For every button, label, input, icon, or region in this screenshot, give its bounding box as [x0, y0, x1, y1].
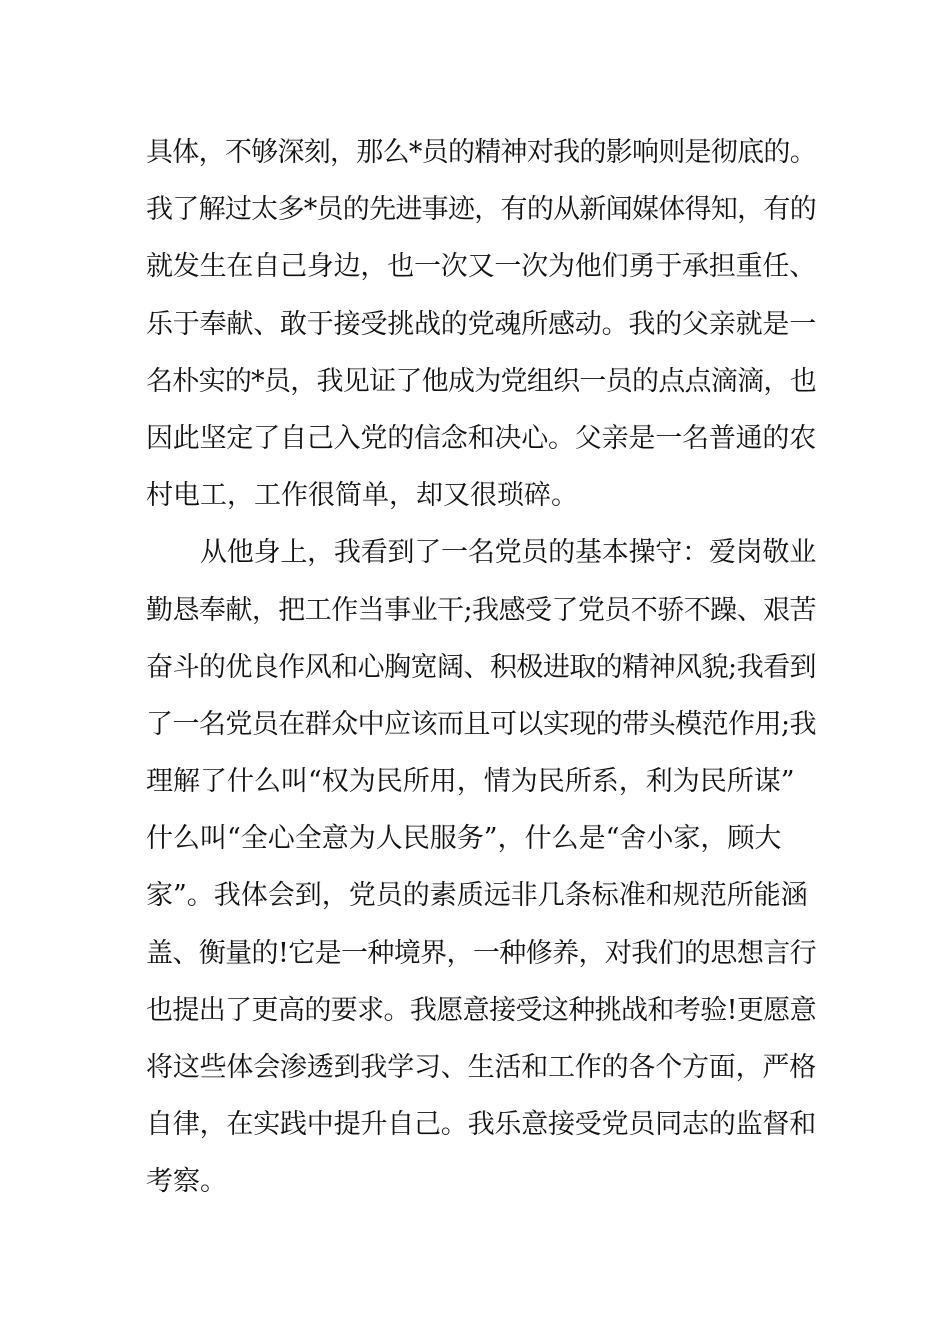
text-line: 了一名党员在群众中应该而且可以实现的带头模范作用;我 — [146, 708, 816, 740]
text-line: 从他身上，我看到了一名党员的基本操守：爱岗敬业 — [200, 537, 816, 569]
paragraph-2 — [146, 524, 816, 1210]
text-line: 理解了什么叫“权为民所用，情为民所系，利为民所谋” — [146, 766, 795, 798]
text-line: 盖、衡量的!它是一种境界，一种修养，对我们的思想言行 — [146, 937, 816, 969]
text-line: 我了解过太多*员的先进事迹，有的从新闻媒体得知，有的 — [146, 194, 816, 226]
body-text — [146, 124, 816, 1211]
text-line: 自律，在实践中提升自己。我乐意接受党员同志的监督和 — [146, 1109, 816, 1141]
text-line: 勤恳奉献，把工作当事业干;我感受了党员不骄不躁、艰苦 — [146, 594, 816, 626]
text-line: 具体，不够深刻，那么*员的精神对我的影响则是彻底的。 — [146, 137, 816, 168]
text-line: 因此坚定了自己入党的信念和决心。父亲是一名普通的农 — [146, 422, 816, 454]
text-line: 奋斗的优良作风和心胸宽阔、积极进取的精神风貌;我看到 — [146, 651, 816, 683]
paragraph-1 — [146, 124, 816, 524]
text-line: 考察。 — [146, 1166, 227, 1198]
text-line: 将这些体会渗透到我学习、生活和工作的各个方面，严格 — [146, 1052, 816, 1083]
text-line: 也提出了更高的要求。我愿意接受这种挑战和考验!更愿意 — [146, 994, 816, 1026]
text-line: 名朴实的*员，我见证了他成为党组织一员的点点滴滴，也 — [146, 365, 816, 397]
text-line: 什么叫“全心全意为人民服务”，什么是“舍小家，顾大 — [146, 823, 782, 855]
text-line: 家”。我体会到，党员的素质远非几条标准和规范所能涵 — [146, 880, 808, 912]
text-line: 村电工，工作很简单，却又很琐碎。 — [146, 480, 578, 512]
text-line: 就发生在自己身边，也一次又一次为他们勇于承担重任、 — [146, 251, 816, 283]
text-line: 乐于奉献、敢于接受挑战的党魂所感动。我的父亲就是一 — [146, 308, 816, 340]
